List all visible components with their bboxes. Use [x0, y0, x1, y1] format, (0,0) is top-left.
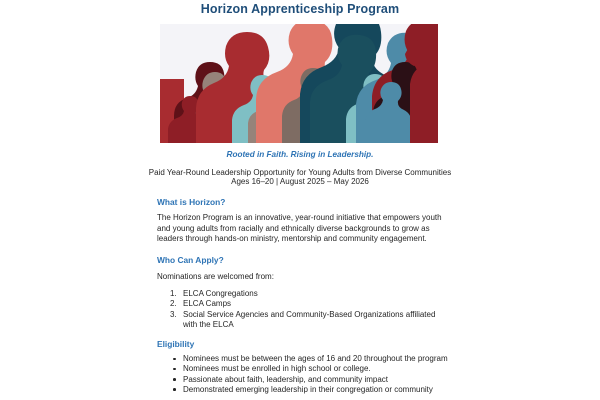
bullet-icon [173, 358, 176, 361]
section-heading-what-is-horizon: What is Horizon? [157, 197, 226, 207]
section-paragraph-what-is-horizon: The Horizon Program is an innovative, year-round initiative that empowers youth and young adults from racially and ethnically diverse backgrounds to grow as leaders through hands-on ministry, mentorship and community engagement. [157, 213, 442, 243]
subtitle-line-1: Paid Year-Round Leadership Opportunity for Young Adults from Diverse Communities [148, 168, 452, 177]
list-item-label: Passionate about faith, leadership, and community impact [183, 374, 389, 384]
list-item [157, 289, 449, 299]
section-intro-who-can-apply: Nominations are welcomed from: [157, 272, 274, 281]
section-heading-who-can-apply: Who Can Apply? [157, 255, 224, 265]
list-item [157, 364, 449, 374]
hero-svg [160, 24, 438, 143]
bullet-icon [173, 388, 176, 391]
nominating-organizations-list [157, 289, 449, 330]
list-item-label: Social Service Agencies and Community-Based Organizations affiliated with the ELCA [183, 309, 436, 329]
bullet-icon [173, 368, 176, 371]
list-item-label: Demonstrated emerging leadership in their congregation or community [183, 384, 433, 394]
list-item-label: ELCA Congregations [183, 289, 258, 298]
section-heading-eligibility: Eligibility [157, 339, 195, 349]
list-marker: 1. [170, 289, 177, 298]
page-title: Horizon Apprenticeship Program [200, 2, 400, 16]
list-item [157, 385, 449, 395]
list-item [157, 299, 449, 309]
list-item-label: Nominees must be between the ages of 16 and 20 throughout the program [183, 354, 448, 363]
eligibility-list [157, 354, 449, 395]
list-item [157, 354, 449, 364]
list-marker: 3. [170, 309, 177, 319]
tagline: Rooted in Faith. Rising in Leadership. [226, 150, 374, 159]
subtitle-line-2: Ages 16–20 | August 2025 – May 2026 [231, 177, 369, 186]
list-item-label: Nominees must be enrolled in high school or college. [183, 364, 371, 374]
list-item-label: ELCA Camps [183, 299, 232, 309]
bullet-icon [173, 378, 176, 381]
list-item [157, 310, 449, 331]
list-marker: 2. [170, 299, 177, 309]
list-item [157, 375, 449, 385]
diverse-profiles-illustration [160, 24, 438, 143]
